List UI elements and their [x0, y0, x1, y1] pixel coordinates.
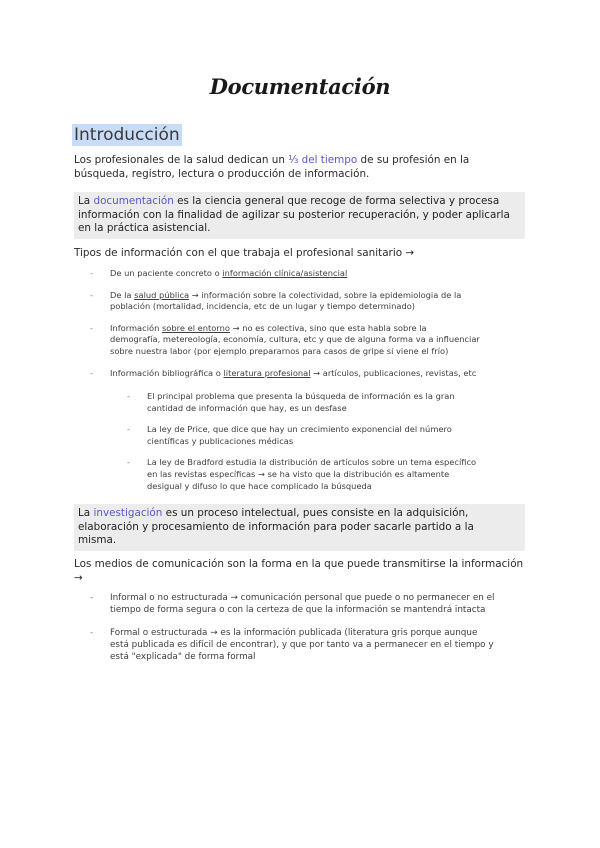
box1-text-c: información con la finalidad de agilizar su posterior recuperación, y poder aplicarla	[78, 208, 510, 221]
item-underline: información clínica/asistencial	[222, 268, 348, 278]
list-item	[90, 323, 530, 358]
item-text: La ley de Price, que dice que hay un crecimiento exponencial del número	[147, 424, 452, 435]
item-underline: sobre el entorno	[161, 322, 230, 333]
intro-text-c: búsqueda, registro, lectura o producción de información.	[74, 168, 370, 180]
item-text: → no es colectiva, sino que esta habla sobre la	[229, 322, 427, 333]
item-underline: literatura profesional	[223, 367, 311, 378]
box1-text-b: es la ciencia general que recoge de forma selectiva y procesa	[173, 195, 500, 207]
item-text: Formal o estructurada → es la información publicada (literatura gris porque aunque	[110, 628, 478, 638]
item-text: científicas y publicaciones médicas	[147, 435, 294, 446]
box1-text-d: en la práctica asistencial.	[78, 222, 211, 234]
bibliografia-sublist	[127, 391, 529, 492]
item-text: El principal problema que presenta la búsqueda de información es la gran	[147, 391, 455, 401]
heading-text: Los medios de comunicación son la forma en la que puede transmitirse la información	[74, 558, 524, 570]
list-item	[90, 627, 530, 663]
item-text: cantidad de información que hay, es un desfase	[147, 402, 347, 413]
item-text: está "explicada" de forma formal	[110, 652, 256, 662]
highlight-tiempo: ⅓ del tiempo	[288, 154, 358, 166]
intro-text-a: Los profesionales de la salud dedican un	[74, 154, 289, 166]
list-item	[127, 391, 529, 414]
dash-bullet: -	[127, 424, 130, 435]
box2-text-a: La	[78, 507, 94, 519]
box2-text-d: misma.	[78, 534, 117, 546]
tipos-heading: Tipos de información con el que trabaja el profesional sanitario →	[74, 247, 415, 259]
list-item	[127, 457, 529, 492]
highlight-documentacion: documentación	[93, 195, 174, 207]
item-text: → información sobre la colectividad, sobre la epidemiologia de la	[189, 289, 462, 300]
box2-text-b: es un proceso intelectual, pues consiste en la adquisición,	[162, 507, 469, 519]
medios-list	[90, 592, 530, 663]
intro-paragraph	[74, 153, 529, 181]
dash-bullet: -	[90, 628, 94, 638]
box2-text-c: elaboración y procesamiento de información para poder sacarle partido a la	[78, 520, 474, 533]
dash-bullet: -	[90, 322, 93, 333]
box1-text-a: La	[78, 195, 94, 207]
tipos-list	[90, 268, 530, 379]
item-text: está publicada es difícil de encontrar), y que por tanto va a permanecer en el tiempo y	[110, 640, 494, 650]
item-text: en las revistas específicas → se ha visto que la distribución es altamente	[147, 468, 450, 479]
item-text: Información	[110, 322, 162, 333]
item-text: tiempo de forma segura o con la certeza de que la información se mantendrá intacta	[110, 605, 486, 615]
list-item	[90, 592, 530, 616]
item-text: De un paciente concreto o	[110, 268, 223, 278]
list-item	[90, 368, 530, 380]
dash-bullet: -	[90, 268, 93, 278]
list-item	[90, 268, 530, 280]
dash-bullet: -	[127, 391, 130, 401]
dash-bullet: -	[90, 367, 93, 378]
page-title: Documentación	[209, 74, 391, 99]
definition-box-documentacion	[74, 192, 525, 239]
item-text: Información bibliográfica o	[110, 367, 224, 378]
dash-bullet: -	[90, 289, 93, 300]
item-text: De la	[110, 289, 135, 300]
definition-box-investigacion	[74, 504, 525, 551]
dash-bullet: -	[90, 593, 94, 603]
heading-text: Introducción	[74, 125, 180, 145]
heading-arrow: →	[74, 572, 83, 584]
item-text: → artículos, publicaciones, revistas, etc	[310, 367, 477, 378]
section-heading-introduccion	[72, 125, 182, 145]
list-item	[90, 290, 530, 313]
item-text: sobre nuestra labor (por ejemplo prepararnos para casos de gripe si viene el frío)	[110, 345, 449, 356]
medios-heading	[74, 557, 534, 585]
item-text: demografía, metereología, economía, cultura, etc y que de alguna forma va a influenciar	[110, 334, 480, 345]
item-text: La ley de Bradford estudia la distribución de artículos sobre un tema específico	[147, 457, 477, 468]
item-text: Informal o no estructurada → comunicación personal que puede o no permanecer en el	[110, 593, 495, 603]
item-text: población (mortalidad, incidencia, etc de un lugar y tiempo determinado)	[110, 301, 416, 312]
item-text: desigual y difuso lo que hace complicado la búsqueda	[147, 480, 372, 491]
item-underline: salud pública	[134, 289, 190, 300]
highlight-investigacion: investigación	[93, 507, 163, 519]
list-item	[127, 424, 529, 447]
dash-bullet: -	[127, 457, 130, 468]
intro-text-b: de su profesión en la	[357, 154, 470, 166]
